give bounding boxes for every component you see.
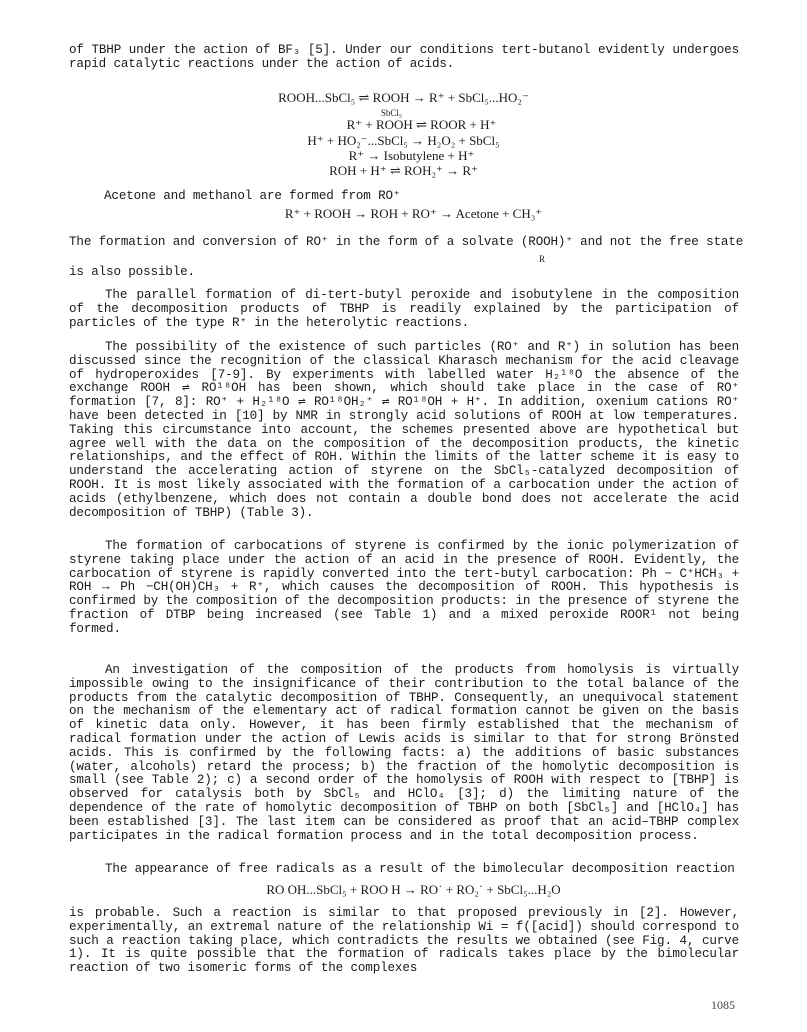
paragraph-3: The possibility of the existence of such particles (RO⁺ and R⁺) in solution has been discussed since the recognition of the classical Kharasch mechanism for the acid cleavage of hydroperoxides [7-9]. By experiments with labelled water H₂¹⁸O the absence of the exchange ROOH ⇌ RO¹⁸OH has been shown, which should take place in the case of RO⁺ formation [7, 8]: RO⁺ + H₂¹⁸O ⇌ RO¹⁸OH₂⁺ ⇌ RO¹⁸OH + H⁺. In addition, oxenium cations RO⁺ have been detected in [10] by NMR in strongly acid solutions of ROOH at low temperatures. Taking this circumstance into account, the schemes presented above are hypothetical but agree well with the data on the composition of the decomposition products, the kinetic relationships, and the effect of ROH. Within the limits of the latter scheme it is easy to understand the accelerating action of styrene on the SbCl₅-catalyzed decomposition of ROOH. It is most likely associated with the formation of a carbocation under the action of acids (ethylbenzene, which does not contain a double bond does not accelerate the acid decomposition of TBHP) (Table 3). bbox=[69, 340, 739, 520]
formation-subscript: R bbox=[539, 254, 546, 264]
equation-3: H⁺ + HO₂⁻...SbCl₅ → H₂O₂ + SbCl₅ bbox=[307, 133, 500, 148]
page-number: 1085 bbox=[711, 998, 735, 1012]
paragraph-6-continuation: is probable. Such a reaction is similar to that proposed previously in [2]. However, experimentally, an extremal nature of the relationship Wi = f([acid]) should correspond to such a reaction taking place, which contradicts the results we obtained (see Fig. 4, curve 1). It is quite possible that the formation of radicals takes place by the bimolecular reaction of two isomeric forms of the complexes bbox=[69, 906, 739, 976]
equation-1-subscript: SbCl₅ bbox=[380, 108, 403, 118]
equation-7: RO OH...SbCl₅ + ROO H → RO˙ + RO₂˙ + SbCl₅...H₂O bbox=[266, 882, 561, 897]
paragraph-6-lead: The appearance of free radicals as a result of the bimolecular decomposition reaction bbox=[105, 862, 735, 876]
equation-2: R⁺ + ROOH ⇌ ROOR + H⁺ bbox=[346, 117, 497, 132]
equation-4: R⁺ → Isobutylene + H⁺ bbox=[348, 148, 475, 163]
acetone-line: Acetone and methanol are formed from RO⁺ bbox=[104, 189, 401, 203]
paragraph-5: An investigation of the composition of the products from homolysis is virtually impossible owing to the insignificance of their contribution to the total balance of the products from the catalytic decomposition of TBHP. Consequently, an unequivocal statement on the mechanism of the elementary act of radical formation cannot be given on the basis of kinetic data only. However, it has been firmly established that the mechanism of radical formation under the action of Lewis acids is similar to that for strong Brönsted acids. This is confirmed by the following facts: a) the additions of basic substances (water, alcohols) retard the process; b) the fraction of the homolytic decomposition is small (see Table 2); c) a second order of the homolysis of ROOH with respect to [TBHP] is observed for catalysis both by SbCl₅ and HClO₄ [3]; d) the limiting nature of the dependence of the rate of homolytic decomposition of TBHP on both [SbCl₅] and [HClO₄] has been established [3]. The last item can be considered as proof that an acid–TBHP complex participates in the radical formation process and in the total decomposition process. bbox=[69, 663, 739, 843]
equation-6: R⁺ + ROOH → ROH + RO⁺ → Acetone + CH₃⁺ bbox=[284, 206, 543, 221]
paragraph-2: The parallel formation of di-tert-butyl peroxide and isobutylene in the composition of the decomposition products of TBHP is readily explained by the participation of particles of the type R⁺ in the heterolytic reactions. bbox=[69, 288, 739, 330]
paragraph-4: The formation of carbocations of styrene is confirmed by the ionic polymerization of styrene taking place under the action of an acid in the presence of ROOH. Evidently, the carbocation of styrene is rapidly converted into the tert-butyl carbocation: Ph − C⁺HCH₃ + ROH → Ph −CH(OH)CH₃ + R⁺, which causes the decomposition of ROOH. This hypothesis is confirmed by the composition of the decomposition products: in the presence of styrene the fraction of DTBP being increased (see Table 1) and a mixed peroxide ROOR¹ not being formed. bbox=[69, 539, 739, 636]
equation-1: ROOH...SbCl₅ ⇌ ROOH → R⁺ + SbCl₅...HO₂⁻ bbox=[278, 90, 529, 105]
formation-continuation: is also possible. bbox=[69, 265, 195, 279]
paragraph-intro: of TBHP under the action of BF₃ [5]. Under our conditions tert-butanol evidently undergoes rapid catalytic reactions under the action of acids. bbox=[69, 43, 739, 71]
equation-5: ROH + H⁺ ⇌ ROH₂⁺ → R⁺ bbox=[329, 163, 478, 178]
formation-line: The formation and conversion of RO⁺ in the form of a solvate (ROOH)⁺ and not the free state bbox=[69, 235, 744, 249]
